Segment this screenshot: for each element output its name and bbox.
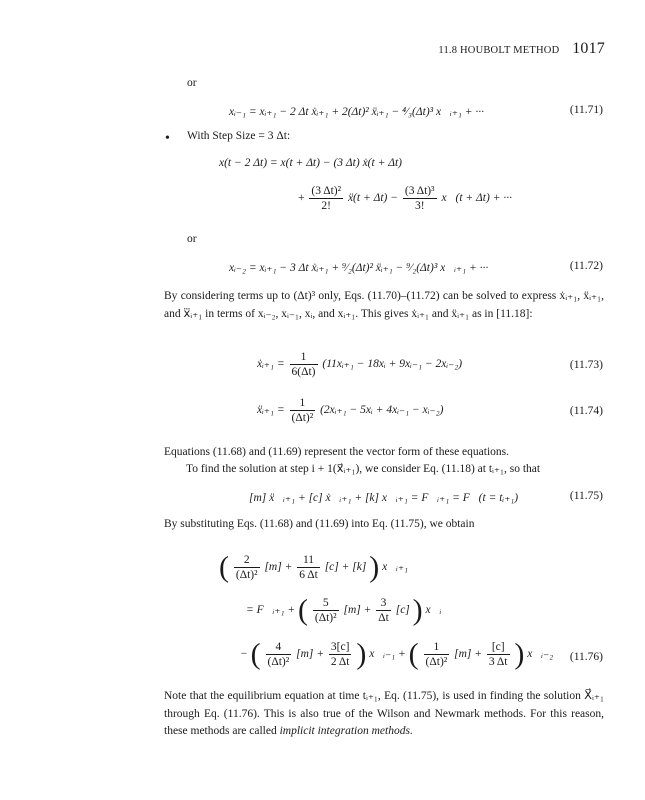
equation-term: [m] +: [454, 648, 483, 661]
numerator: 1: [290, 396, 316, 411]
paragraph-solution-step: To find the solution at step i + 1(x⃗ᵢ₊₁), we consider Eq. (11.18) at tᵢ₊₁, so that: [186, 463, 541, 475]
equation-11-75: [m] ẍ⃗ᵢ₊₁ + [c] ẋ⃗ᵢ₊₁ + [k] x⃗ᵢ₊₁ = F⃗ᵢ₊₁ = F⃗(t = tᵢ₊₁): [249, 492, 519, 504]
denominator: (Δt)²: [235, 569, 258, 581]
equation-rhs: (2xᵢ₊₁ − 5xᵢ + 4xᵢ₋₁ − xᵢ₋₂): [320, 404, 444, 417]
fraction: [424, 640, 450, 669]
equation-11-76-line2: = F⃗ᵢ₊₁ + ( $\frac{5}{\text{(Δt)²}}$ [m] + $\frac{3}{\Delta t}$ [c] ) x⃗ᵢ: [246, 593, 442, 627]
fraction: [266, 640, 292, 669]
section-title: 11.8 HOUBOLT METHOD: [438, 45, 560, 56]
paragraph-substituting: By substituting Eqs. (11.68) and (11.69) into Eq. (11.75), we obtain: [164, 518, 475, 530]
equation-term: x⃗ᵢ₊₁: [382, 561, 409, 574]
fraction: [487, 640, 510, 669]
connector-or-2: or: [187, 233, 197, 245]
fraction: [290, 396, 316, 425]
numerator: 1: [424, 640, 450, 655]
equation-lhs: ẍᵢ₊₁ =: [257, 404, 285, 417]
equation-step3-line1: x(t − 2 Δt) = x(t + Δt) − (3 Δt) ẋ(t + Δt): [219, 157, 402, 169]
equation-number-11-76: (11.76): [569, 651, 603, 663]
fraction: [403, 184, 437, 213]
denominator: 3!: [414, 200, 425, 212]
equation-term: = F⃗ᵢ₊₁ +: [246, 604, 296, 617]
equation-number-11-71: (11.71): [569, 104, 603, 116]
denominator: (Δt)²: [314, 612, 337, 624]
equation-11-76-line3: − ( $\frac{4}{\text{(Δt)²}}$ [m] + $\frac{3[c]}{2 \Delta t}$ ) x⃗ᵢ₋₁ + ( $\frac{1}{\text{(Δt)²}}$ [m] + $\frac{[c]}{3 \Delta t}$ ) x⃗ᵢ₋₂: [240, 637, 554, 671]
page-number: 1017: [572, 40, 605, 57]
bullet-icon: •: [165, 131, 170, 146]
equation-11-74: [257, 396, 443, 425]
fraction: [376, 596, 391, 625]
equation-step3-line2: + $\frac{\text{(3 Δt)²}}{2!}$ ẍ(t + Δt) − $\frac{\text{(3 Δt)³}}{3!}$ x⃛(t + Δt) + ···: [298, 185, 512, 212]
denominator: Δt: [378, 612, 389, 624]
denominator: 3 Δt: [488, 656, 508, 668]
numerator: [c]: [487, 640, 510, 655]
numerator: (3 Δt)²: [311, 185, 342, 197]
numerator: (3 Δt)³: [404, 185, 435, 197]
equation-number-11-73: (11.73): [569, 359, 603, 371]
numerator: 3: [376, 596, 391, 611]
equation-number-11-75: (11.75): [569, 490, 603, 502]
numerator: 3[c]: [329, 640, 352, 655]
denominator: (Δt)²: [267, 656, 290, 668]
denominator: 2 Δt: [330, 656, 350, 668]
equation-term: x⃛(t + Δt) + ···: [441, 192, 512, 205]
paragraph-text: .: [409, 725, 413, 737]
equation-term: [m] +: [343, 604, 372, 617]
equation-rhs: (11xᵢ₊₁ − 18xᵢ + 9xᵢ₋₁ − 2xᵢ₋₂): [322, 358, 463, 371]
equation-term: [c]: [395, 604, 410, 617]
emphasized-term: implicit integration methods: [279, 725, 410, 737]
equation-term: −: [240, 648, 248, 661]
equation-number-11-72: (11.72): [569, 260, 603, 272]
equation-11-72: xᵢ₋₂ = xᵢ₊₁ − 3 Δt ẋᵢ₊₁ + ⁹⁄₂(Δt)² ẍᵢ₊₁ − ⁹⁄₂(Δt)³ x⃛ᵢ₊₁ + ···: [229, 262, 489, 274]
connector-or-1: or: [187, 77, 197, 89]
equation-term: [m] +: [264, 561, 293, 574]
paragraph-text: Note that the equilibrium equation at time tᵢ₊₁, Eq. (11.75), is used in finding the solution X⃗ᵢ₊₁ through Eq. (11.76). This is also true of the Wilson and Newmark methods. For this reason, these methods are called: [164, 690, 604, 737]
numerator: 4: [266, 640, 292, 655]
fraction: [313, 596, 339, 625]
equation-term: x⃗ᵢ₋₁ +: [369, 648, 406, 661]
numerator: 5: [313, 596, 339, 611]
paragraph-vector-form: Equations (11.68) and (11.69) represent the vector form of these equations.: [164, 446, 509, 458]
equation-11-76-line1: ( $\frac{2}{\text{(Δt)²}}$ [m] + $\frac{11}{6 \Delta t}$ [c] + [k] ) x⃗ᵢ₊₁: [219, 550, 409, 584]
numerator: 11: [297, 553, 320, 568]
fraction: [329, 640, 352, 669]
running-header: [438, 40, 605, 58]
paragraph-terms: By considering terms up to (Δt)³ only, Eqs. (11.70)–(11.72) can be solved to express ẋᵢ₊₁, ẍᵢ₊₁, and x⃛ᵢ₊₁ in terms of xᵢ₋₂, xᵢ₋₁, xᵢ, and xᵢ₊₁. This gives ẋᵢ₊₁ and ẍᵢ₊₁ as in [11.18]:: [164, 290, 604, 320]
equation-11-71: xᵢ₋₁ = xᵢ₊₁ − 2 Δt ẋᵢ₊₁ + 2(Δt)² ẍᵢ₊₁ − ⁴⁄₃(Δt)³ x⃛ᵢ₊₁ + ···: [229, 106, 485, 118]
bullet-heading: With Step Size = 3 Δt:: [187, 130, 291, 142]
numerator: 2: [234, 553, 260, 568]
denominator: 2!: [321, 200, 332, 212]
equation-lhs: ẋᵢ₊₁ =: [257, 358, 285, 371]
denominator: (Δt)²: [291, 412, 314, 424]
fraction: [234, 553, 260, 582]
fraction: [290, 350, 318, 379]
numerator: 1: [290, 350, 318, 365]
fraction: [297, 553, 320, 582]
equation-number-11-74: (11.74): [569, 405, 603, 417]
equation-11-73: [257, 350, 462, 379]
equation-term: [m] +: [296, 648, 324, 661]
equation-term: x⃗ᵢ₋₂: [527, 648, 554, 661]
paragraph-implicit-methods: [164, 688, 604, 741]
equation-term: ẍ(t + Δt) −: [347, 192, 399, 205]
denominator: (Δt)²: [425, 656, 448, 668]
denominator: 6(Δt): [291, 366, 316, 378]
equation-term: x⃗ᵢ: [425, 604, 442, 617]
fraction: [309, 184, 343, 213]
equation-term: [c] + [k]: [324, 561, 367, 574]
denominator: 6 Δt: [299, 569, 318, 581]
